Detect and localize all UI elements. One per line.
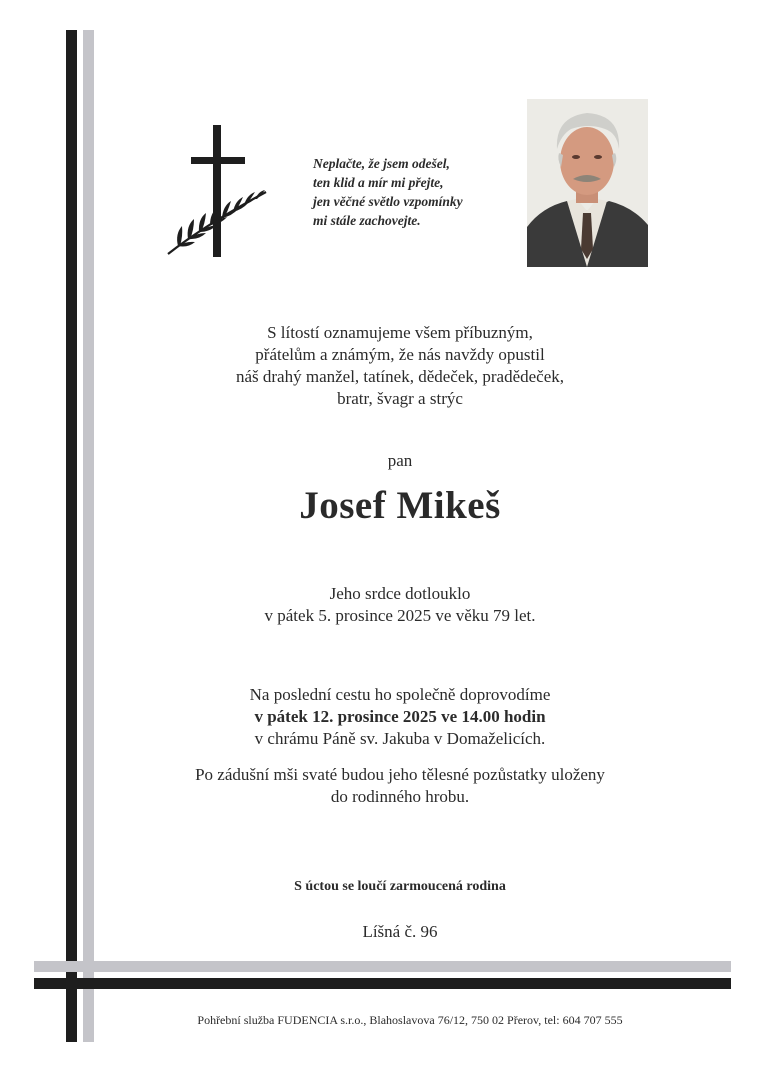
burial-details <box>100 764 700 808</box>
burial-line: Po zádušní mši svaté budou jeho tělesné pozůstatky uloženy <box>195 765 605 784</box>
honorific: pan <box>387 451 413 470</box>
poem-line: jen věčné světlo vzpomínky <box>313 194 463 209</box>
funeral-intro: Na poslední cestu ho společně doprovodíme <box>249 685 551 704</box>
portrait-photo <box>527 99 648 267</box>
deceased-name: Josef Mikeš <box>299 484 501 527</box>
poem-line: Neplačte, že jsem odešel, <box>313 156 450 171</box>
announcement-line: přátelům a známým, že nás navždy opustil <box>255 345 545 364</box>
funeral-place: v chrámu Páně sv. Jakuba v Domaželicích. <box>254 729 546 748</box>
frame-horizontal-black-bar <box>34 978 731 989</box>
death-line: Jeho srdce dotlouklo <box>329 584 471 603</box>
family-address: Líšná č. 96 <box>362 922 438 941</box>
frame-horizontal-grey-bar <box>34 961 731 972</box>
death-line: v pátek 5. prosince 2025 ve věku 79 let. <box>264 606 536 625</box>
memorial-poem <box>313 154 513 230</box>
funeral-datetime: v pátek 12. prosince 2025 ve 14.00 hodin <box>254 707 546 726</box>
announcement-line: náš drahý manžel, tatínek, dědeček, pradědeček, <box>235 367 565 386</box>
poem-line: mi stále zachovejte. <box>313 213 421 228</box>
frame-vertical-black-bar <box>66 30 77 1042</box>
announcement-line: S lítostí oznamujeme všem příbuzným, <box>267 323 533 342</box>
farewell-line: S úctou se loučí zarmoucená rodina <box>294 879 506 894</box>
funeral-service-footer: Pohřební služba FUDENCIA s.r.o., Blahoslavova 76/12, 750 02 Přerov, tel: 604 707 555 <box>197 1013 623 1027</box>
death-notice <box>100 583 700 627</box>
poem-line: ten klid a mír mi přejte, <box>313 175 444 190</box>
burial-line: do rodinného hrobu. <box>330 787 470 806</box>
announcement-text <box>100 322 700 410</box>
announcement-line: bratr, švagr a strýc <box>337 389 463 408</box>
cross-palm-icon <box>160 120 275 265</box>
frame-vertical-grey-bar <box>83 30 94 1042</box>
funeral-details <box>100 684 700 750</box>
